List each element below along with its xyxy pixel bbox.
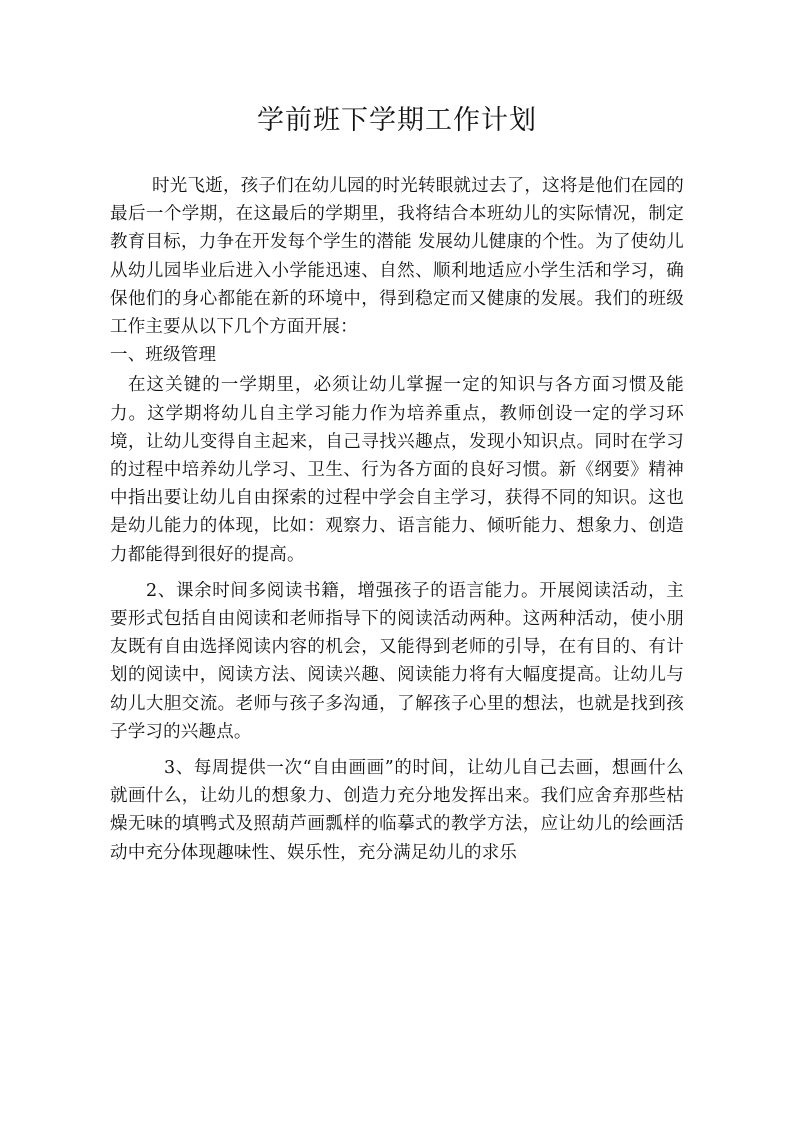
item-2-reading-paragraph: 2、课余时间多阅读书籍，增强孩子的语言能力。开展阅读活动，主要形式包括自由阅读和老师指导下的阅读活动两种。这两种活动，使小朋友既有自由选择阅读内容的机会，又能得到老师的引导，在有目的、有计划的阅读中，阅读方法、阅读兴趣、阅读能力将有大幅度提高。让幼儿与幼儿大胆交流。老师与孩子多沟通，了解孩子心里的想法，也就是找到孩子学习的兴趣点。 xyxy=(110,580,684,742)
section-heading-class-management: 一、班级管理 xyxy=(110,345,217,366)
item-3-drawing-paragraph: 3、每周提供一次“自由画画”的时间，让幼儿自己去画，想画什么就画什么，让幼儿的想象力、创造力充分地发挥出来。我们应舍弃那些枯燥无味的填鸭式及照葫芦画瓢样的临摹式的教学方法，应让幼儿的绘画活动中充分体现趣味性、娱乐性，充分满足幼儿的求乐 xyxy=(110,758,684,863)
class-management-paragraph: 在这关键的一学期里，必须让幼儿掌握一定的知识与各方面习惯及能力。这学期将幼儿自主学习能力作为培养重点，教师创设一定的学习环境，让幼儿变得自主起来，自己寻找兴趣点，发现小知识点。同时在学习的过程中培养幼儿学习、卫生、行为各方面的良好习惯。新《纲要》精神中指出要让幼儿自由探索的过程中学会自主学习，获得不同的知识。这也是幼儿能力的体现，比如：观察力、语言能力、倾听能力、想象力、创造力都能得到很好的提高。 xyxy=(110,375,684,565)
document-body xyxy=(110,172,684,867)
intro-paragraph: 时光飞逝，孩子们在幼儿园的时光转眼就过去了，这将是他们在园的最后一个学期，在这最后的学期里，我将结合本班幼儿的实际情况，制定教育目标，力争在开发每个学生的潜能 发展幼儿健康的个性。为了使幼儿从幼儿园毕业后进入小学能迅速、自然、顺利地适应小学生活和学习，确保他们的身心都能在新的环境中，得到稳定而又健康的发展。我们的班级工作主要从以下几个方面开展： xyxy=(110,176,684,338)
document-title: 学前班下学期工作计划 xyxy=(257,105,537,136)
